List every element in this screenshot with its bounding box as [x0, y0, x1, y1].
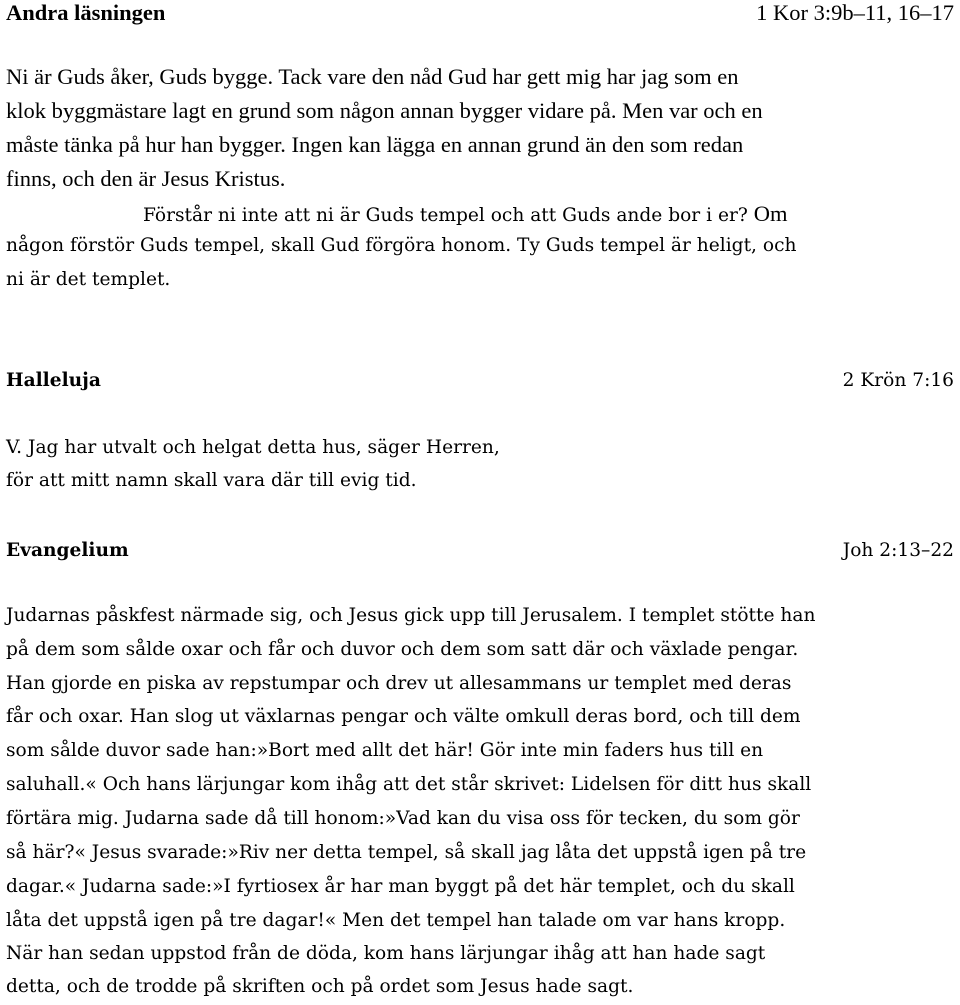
gospel-line: låta det uppstå igen på tre dagar!« Men det tempel han talade om var hans kropp.: [6, 910, 786, 931]
gospel-line: Han gjorde en piska av repstumpar och drev ut allesammans ur templet med deras: [6, 673, 792, 694]
gospel-line: Judarnas påskfest närmade sig, och Jesus gick upp till Jerusalem. I templet stötte han: [6, 605, 816, 626]
second-reading-line: måste tänka på hur han bygger. Ingen kan lägga en annan grund än den som redan: [6, 132, 744, 157]
second-reading-line: finns, och den är Jesus Kristus.: [6, 166, 286, 191]
gospel-header: [6, 540, 954, 561]
second-reading-line: klok byggmästare lagt en grund som någon annan bygger vidare på. Men var och en: [6, 98, 763, 123]
alleluia-header: [6, 370, 954, 391]
gospel-line: saluhall.« Och hans lärjungar kom ihåg att det står skrivet: Lidelsen för ditt hus skall: [6, 774, 812, 795]
second-reading-reference: 1 Kor 3:9b–11, 16–17: [756, 0, 954, 25]
gospel-line: så här?« Jesus svarade:»Riv ner detta tempel, så skall jag låta det uppstå igen på tre: [6, 842, 807, 863]
gospel-line: får och oxar. Han slog ut växlarnas pengar och välte omkull deras bord, och till dem: [6, 706, 801, 727]
second-reading-title: Andra läsningen: [6, 0, 166, 25]
second-reading-word-om: Om: [753, 201, 788, 226]
gospel-line: detta, och de trodde på skriften och på ordet som Jesus hade sagt.: [6, 976, 634, 997]
alleluia-reference: 2 Krön 7:16: [842, 370, 954, 391]
gospel-title: Evangelium: [6, 540, 129, 561]
second-reading-sentence: Förstår ni inte att ni är Guds tempel och att Guds ande bor i er?: [143, 205, 748, 226]
second-reading-line: någon förstör Guds tempel, skall Gud förgöra honom. Ty Guds tempel är heligt, och: [6, 235, 797, 256]
second-reading-line: ni är det templet.: [6, 269, 171, 290]
alleluia-verse-line: för att mitt namn skall vara där till evig tid.: [6, 470, 417, 491]
alleluia-title: Halleluja: [6, 370, 101, 391]
second-reading-line: [143, 203, 788, 226]
gospel-line: på dem som sålde oxar och får och duvor och dem som satt där och växlade pengar.: [6, 639, 799, 660]
gospel-line: förtära mig. Judarna sade då till honom:»Vad kan du visa oss för tecken, du som gör: [6, 808, 800, 829]
gospel-line: dagar.« Judarna sade:»I fyrtiosex år har man byggt på det här templet, och du skall: [6, 876, 795, 897]
gospel-line: När han sedan uppstod från de döda, kom hans lärjungar ihåg att han hade sagt: [6, 943, 766, 964]
alleluia-verse-line: V. Jag har utvalt och helgat detta hus, säger Herren,: [6, 437, 500, 458]
gospel-line: som sålde duvor sade han:»Bort med allt det här! Gör inte min faders hus till en: [6, 740, 764, 761]
gospel-reference: Joh 2:13–22: [842, 540, 954, 561]
second-reading-line: Ni är Guds åker, Guds bygge. Tack vare den nåd Gud har gett mig har jag som en: [6, 64, 739, 89]
second-reading-header: [6, 0, 954, 26]
